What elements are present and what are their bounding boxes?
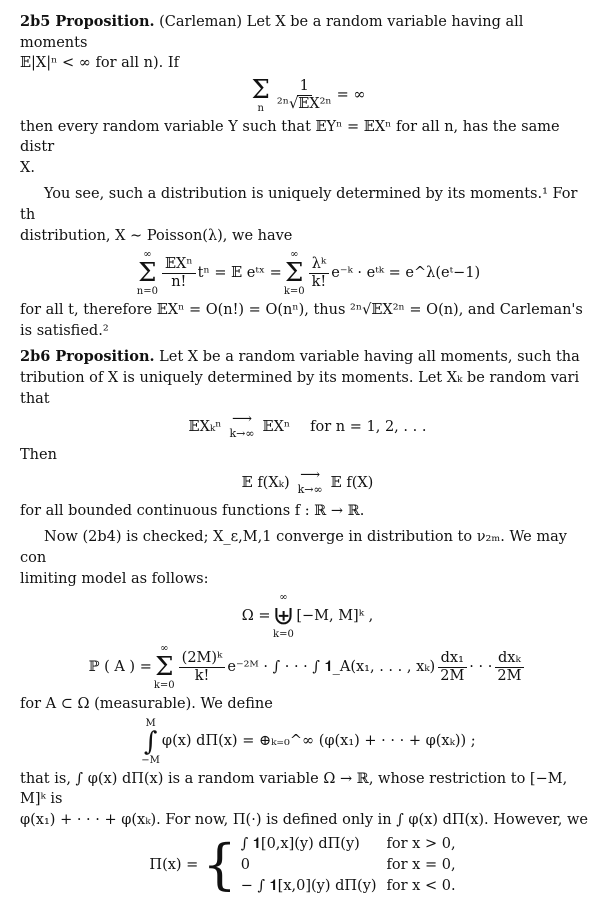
- paragraph-continuation: limiting model as follows:: [20, 570, 209, 587]
- fraction: $\frac{\text{λᵏ}}{k!}$: [309, 256, 330, 290]
- fraction: $\frac{\text{𝔼Xⁿ}}{n!}$: [162, 256, 196, 290]
- summation: ∞ Σ n=0: [136, 249, 158, 298]
- paragraph: Now (2b4) is checked; X_ε,M,1 converge in distribution to ν₂ₘ. We may con: [20, 529, 567, 567]
- proposition-heading: 2b5 Proposition.: [20, 13, 155, 30]
- convergence-arrow: ⟶ k→∞: [297, 467, 323, 497]
- proposition-2b6: 2b6 Proposition. Let X be a random variable having all moments, such tha tribution of X is uniquely determined by its moments. Let Xₖ be random vari that: [20, 348, 580, 407]
- case-row: ∫ 𝟏[0,x](y) dΠ(y) for x > 0,: [240, 835, 456, 852]
- equation-pi-cases: Π(x) = { ∫ 𝟏[0,x](y) dΠ(y) for x > 0, 0 for x = 0, − ∫ 𝟏[x,0](y) dΠ(y) for x < 0.: [20, 834, 595, 897]
- paragraph: for A ⊂ Ω (measurable). We define: [20, 696, 273, 713]
- summation: Σ n: [251, 74, 270, 114]
- summation: ∞ Σ k=0: [153, 643, 175, 692]
- paragraph-continuation: distribution, X ∼ Poisson(λ), we have: [20, 227, 293, 244]
- paragraph: Then: [20, 446, 57, 463]
- equation-omega: Ω = ∞ ⊎ k=0 [−M, M]ᵏ ,: [241, 592, 374, 641]
- cases-brace: { ∫ 𝟏[0,x](y) dΠ(y) for x > 0, 0 for x = 0, − ∫ 𝟏[x,0](y) dΠ(y) for x < 0.: [198, 834, 465, 897]
- paragraph: for all t, therefore 𝔼Xⁿ = O(n!) = O(nⁿ), thus ²ⁿ√𝔼X²ⁿ = O(n), and Carleman's is satisfied.²: [20, 302, 583, 339]
- text-line: 𝔼|X|ⁿ < ∞ for all n). If: [20, 55, 179, 72]
- paragraph: for all bounded continuous functions f : ℝ → ℝ.: [20, 502, 365, 519]
- case-row: 0 for x = 0,: [240, 856, 456, 873]
- equation-probability: ℙ ( A ) = ∞ Σ k=0 $\frac{\text{(2M)ᵏ}}{k!}$ e⁻²ᴹ · ∫ · · · ∫ 𝟏_A(x₁, . . . , xₖ) $\frac{\text{dx₁}}{2M}$ · · · $\frac{\text{dxₖ}}{2M}$: [20, 643, 595, 691]
- equation-integral-definition: M ∫ −M φ(x) dΠ(x) = ⊕ₖ₌₀^∞ (φ(x₁) + · · · + φ(xₖ)) ;: [141, 717, 476, 766]
- cases-table: [241, 834, 466, 897]
- proposition-heading: 2b6 Proposition.: [20, 348, 155, 366]
- fraction: $\frac{\text{dx₁}}{2M}$: [437, 650, 467, 684]
- paragraph: that is, ∫ φ(x) dΠ(x) is a random variable Ω → ℝ, whose restriction to [−M, M]ᵏ is φ(x₁) + · · · + φ(xₖ). For now, Π(·) is defined only in ∫ φ(x) dΠ(x). However, we: [20, 770, 588, 828]
- integral: M ∫ −M: [141, 717, 160, 766]
- summation: ∞ Σ k=0: [283, 249, 305, 298]
- paragraph: You see, such a distribution is uniquely determined by its moments.¹ For th: [20, 186, 578, 224]
- document-page: [20, 12, 595, 900]
- text-line: (Carleman) Let X be a random variable having all moments: [20, 14, 524, 51]
- paragraph: then every random variable Y such that 𝔼Yⁿ = 𝔼Xⁿ for all n, has the same distr X.: [20, 118, 560, 176]
- fraction: $\frac{\text{dxₖ}}{2M}$: [494, 650, 524, 684]
- disjoint-union: ∞ ⊎ k=0: [272, 592, 295, 641]
- fraction: $\frac{1}{\text{²ⁿ√𝔼X²ⁿ}}$: [276, 78, 332, 112]
- convergence-arrow: ⟶ k→∞: [229, 411, 255, 441]
- equation-carleman-condition: Σ n $\frac{1}{\text{²ⁿ√𝔼X²ⁿ}}$ = ∞: [251, 74, 366, 114]
- equation-moment-convergence: 𝔼Xₖⁿ ⟶ k→∞ 𝔼Xⁿ for n = 1, 2, . . .: [188, 411, 427, 441]
- proposition-2b5: [20, 12, 595, 74]
- equation-poisson-mgf: ∞ Σ n=0 $\frac{\text{𝔼Xⁿ}}{n!}$ tⁿ = 𝔼 eᵗˣ = ∞ Σ k=0 $\frac{\text{λᵏ}}{k!}$ e⁻ᵏ · eᵗᵏ = e^λ(eᵗ−1): [136, 249, 481, 298]
- case-row: − ∫ 𝟏[x,0](y) dΠ(y) for x < 0.: [240, 877, 456, 894]
- equation-expectation-convergence: 𝔼 f(Xₖ) ⟶ k→∞ 𝔼 f(X): [241, 467, 374, 497]
- fraction: $\frac{\text{(2M)ᵏ}}{k!}$: [179, 650, 226, 684]
